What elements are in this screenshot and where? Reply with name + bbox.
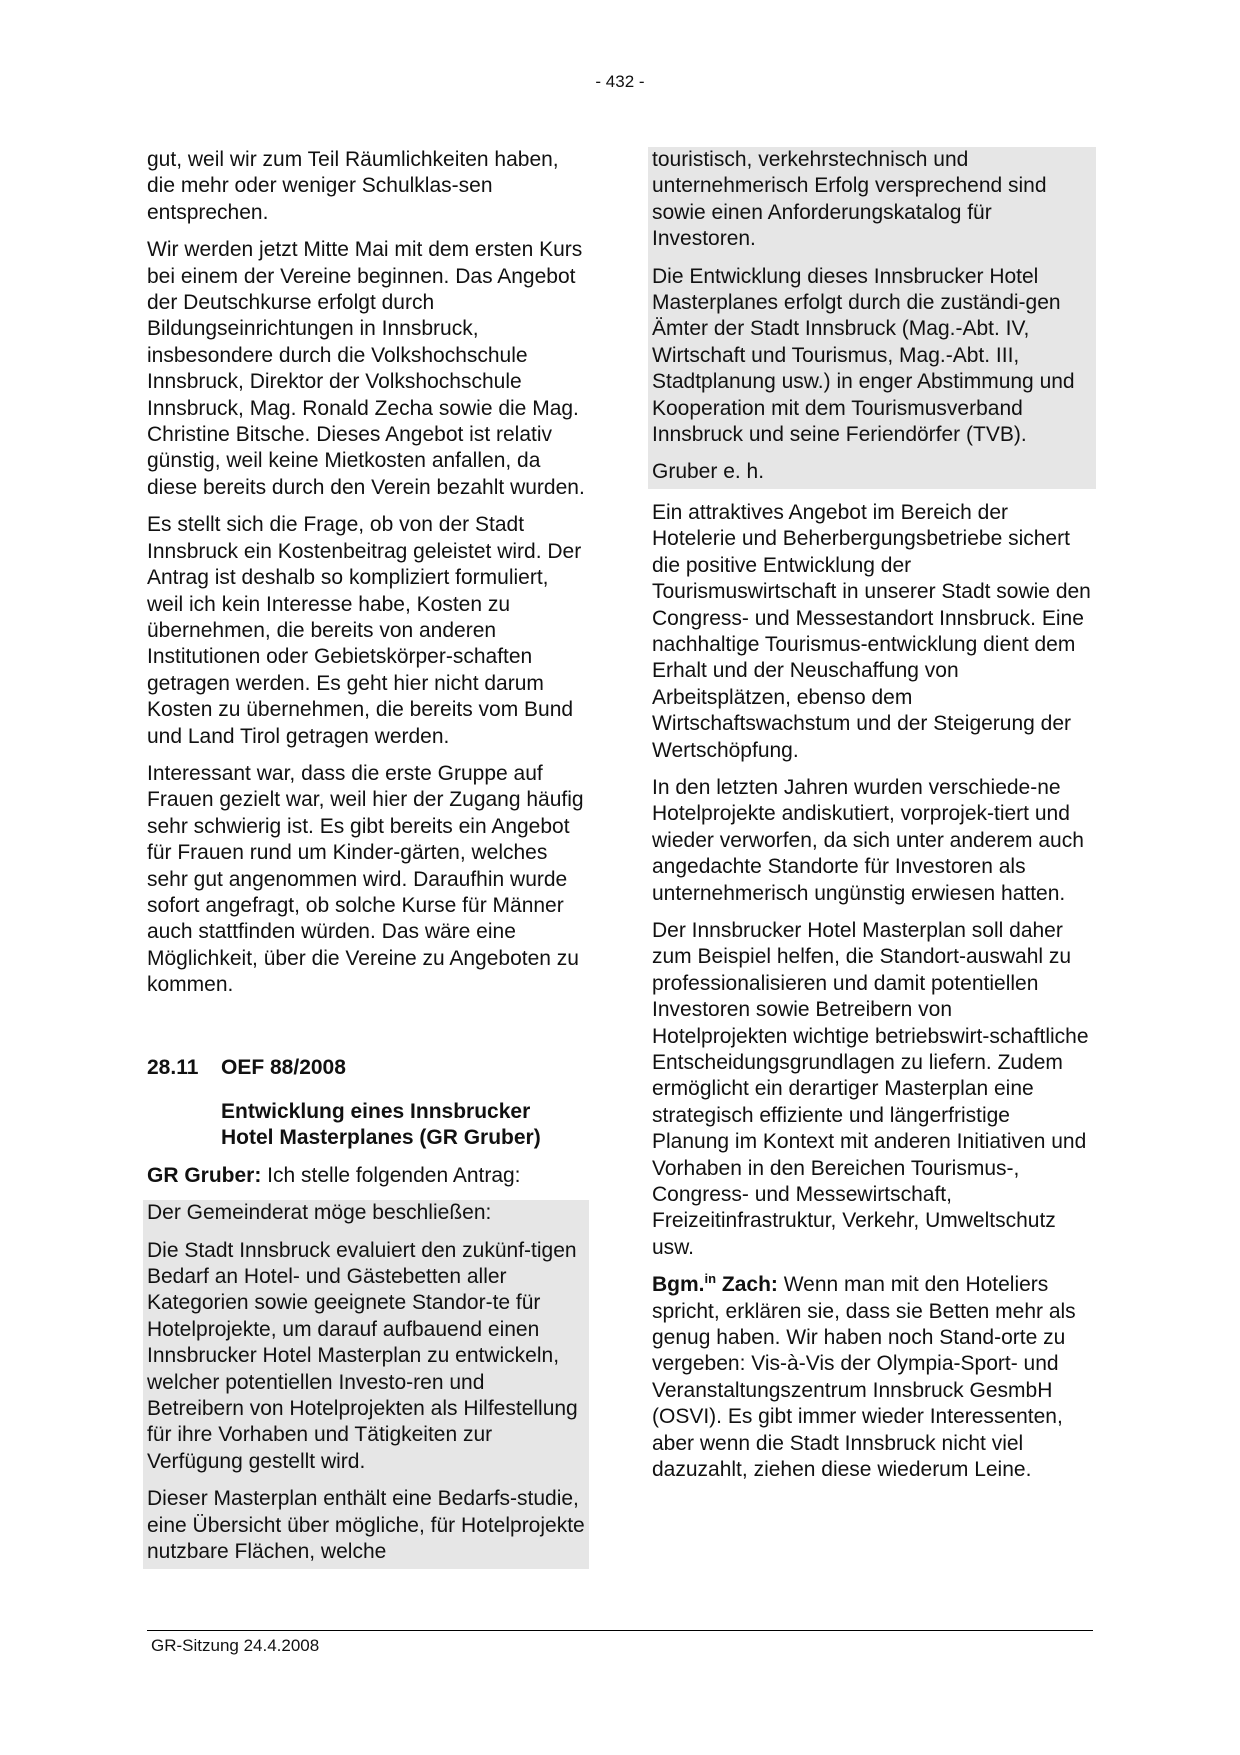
paragraph: gut, weil wir zum Teil Räumlichkeiten haben, die mehr oder weniger Schulklas-sen entsprechen. bbox=[147, 148, 559, 224]
speaker-statement bbox=[147, 1163, 585, 1189]
speaker-label: GR Gruber: bbox=[147, 1163, 262, 1187]
motion-block-continued bbox=[648, 147, 1096, 489]
motion-signature: Gruber e. h. bbox=[652, 460, 765, 484]
motion-paragraph: Die Stadt Innsbruck evaluiert den zukünf-tigen Bedarf an Hotel- und Gästebetten aller Kategorien sowie geeignete Standor-te für Hotelprojekte, um darauf aufbauend einen Innsbrucker Hotel Masterplan zu entwickeln, welcher potentiellen Investo-ren und Betreibern von Hotelprojekten als Hilfestellung für ihre Vorhaben und Tätigkeiten zur Verfügung gestellt wird. bbox=[147, 1238, 578, 1473]
paragraph: Interessant war, dass die erste Gruppe auf Frauen gezielt war, weil hier der Zugang häufig sehr schwierig ist. Es gibt bereits ein Angebot für Frauen rund um Kinder-gärten, welches sehr gut angenommen wird. Daraufhin wurde sofort angefragt, ob solche Kurse für Männer auch stattfinden würden. Das wäre eine Möglichkeit, über die Vereine zu Angeboten zu kommen. bbox=[147, 761, 584, 997]
speaker-name: Zach: bbox=[716, 1273, 778, 1297]
paragraph: Ein attraktives Angebot im Bereich der Hotelerie und Beherbergungsbetriebe sichert die positive Entwicklung der Tourismuswirtschaft in unserer Stadt sowie den Congress- und Messestandort Innsbruck. Eine nachhaltige Tourismus-entwicklung dient dem Erhalt und der Neuschaffung von Arbeitsplätzen, ebenso dem Wirtschaftswachstum und der Steigerung der Wertschöpfung. bbox=[652, 500, 1091, 762]
section-title: Entwicklung eines Innsbrucker Hotel Masterplanes (GR Gruber) bbox=[221, 1100, 541, 1150]
page-number: - 432 - bbox=[595, 72, 645, 91]
speaker-statement bbox=[652, 1272, 1092, 1483]
speaker-text: Ich stelle folgenden Antrag: bbox=[261, 1163, 521, 1187]
speaker-text: Wenn man mit den Hoteliers spricht, erklären sie, dass sie Betten mehr als genug haben. Wir haben noch Stand-orte zu vergeben: Vis-à-Vis der Olympia-Sport- und Veranstaltungszentrum Innsbruck GesmbH (OSVI). Es gibt immer wieder Interessenten, aber wenn die Stadt Innsbruck nicht viel dazuzahlt, ziehen diese wiederum Leine. bbox=[652, 1273, 1076, 1482]
paragraph: Es stellt sich die Frage, ob von der Stadt Innsbruck ein Kostenbeitrag geleistet wird. Der Antrag ist deshalb so kompliziert formuliert, weil ich kein Interesse habe, Kosten zu übernehmen, die bereits von anderen Institutionen oder Gebietskörper-schaften getragen werden. Es geht hier nicht darum Kosten zu übernehmen, die bereits vom Bund und Land Tirol getragen werden. bbox=[147, 513, 582, 748]
footer-divider bbox=[147, 1630, 1093, 1631]
footer-text: GR-Sitzung 24.4.2008 bbox=[151, 1636, 320, 1655]
speaker-title: Bgm. bbox=[652, 1273, 705, 1297]
section-number: 28.11 bbox=[147, 1055, 199, 1079]
paragraph: Der Innsbrucker Hotel Masterplan soll daher zum Beispiel helfen, die Standort-auswahl zu professionalisieren und damit potentiellen Investoren sowie Betreibern von Hotelprojekten wichtige betriebswirt-schaftliche Entscheidungsgrundlagen zu liefern. Zudem ermöglicht ein derartiger Masterplan eine strategisch effiziente und längerfristige Planung im Kontext mit anderen Initiativen und Vorhaben in den Bereichen Tourismus-, Congress- und Messewirtschaft, Freizeitinfrastruktur, Verkehr, Umweltschutz usw. bbox=[652, 918, 1089, 1259]
section-reference: OEF 88/2008 bbox=[221, 1055, 346, 1079]
left-column bbox=[147, 147, 585, 1569]
paragraph: Wir werden jetzt Mitte Mai mit dem ersten Kurs bei einem der Vereine beginnen. Das Angebot der Deutschkurse erfolgt durch Bildungseinrichtungen in Innsbruck, insbesondere durch die Volkshochschule Innsbruck, Direktor der Volkshochschule Innsbruck, Mag. Ronald Zecha sowie die Mag. Christine Bitsche. Dieses Angebot ist relativ günstig, weil keine Mietkosten anfallen, da diese bereits durch den Verein bezahlt wurden. bbox=[147, 238, 585, 499]
motion-paragraph: Die Entwicklung dieses Innsbrucker Hotel Masterplanes erfolgt durch die zuständi-gen Ämter der Stadt Innsbruck (Mag.-Abt. IV, Wirtschaft und Tourismus, Mag.-Abt. III, Stadtplanung usw.) in enger Abstimmung und Kooperation mit dem Tourismusverband Innsbruck und seine Feriendörfer (TVB). bbox=[652, 264, 1075, 447]
speaker-title-suffix: in bbox=[704, 1271, 717, 1287]
right-column bbox=[652, 147, 1092, 1495]
motion-paragraph: touristisch, verkehrstechnisch und unternehmerisch Erfolg versprechend sind sowie einen Anforderungskatalog für Investoren. bbox=[652, 148, 1047, 251]
motion-block bbox=[143, 1200, 589, 1568]
speaker-label bbox=[652, 1273, 778, 1296]
paragraph: In den letzten Jahren wurden verschiede-ne Hotelprojekte andiskutiert, vorprojek-tiert und wieder verworfen, da sich unter anderem auch angedachte Standorte für Investoren als unternehmerisch ungünstig erwiesen hatten. bbox=[652, 775, 1084, 905]
motion-intro: Der Gemeinderat möge beschließen: bbox=[147, 1201, 492, 1225]
section-heading bbox=[147, 1055, 585, 1081]
motion-paragraph: Dieser Masterplan enthält eine Bedarfs-studie, eine Übersicht über mögliche, für Hotelprojekte nutzbare Flächen, welche bbox=[147, 1487, 585, 1564]
